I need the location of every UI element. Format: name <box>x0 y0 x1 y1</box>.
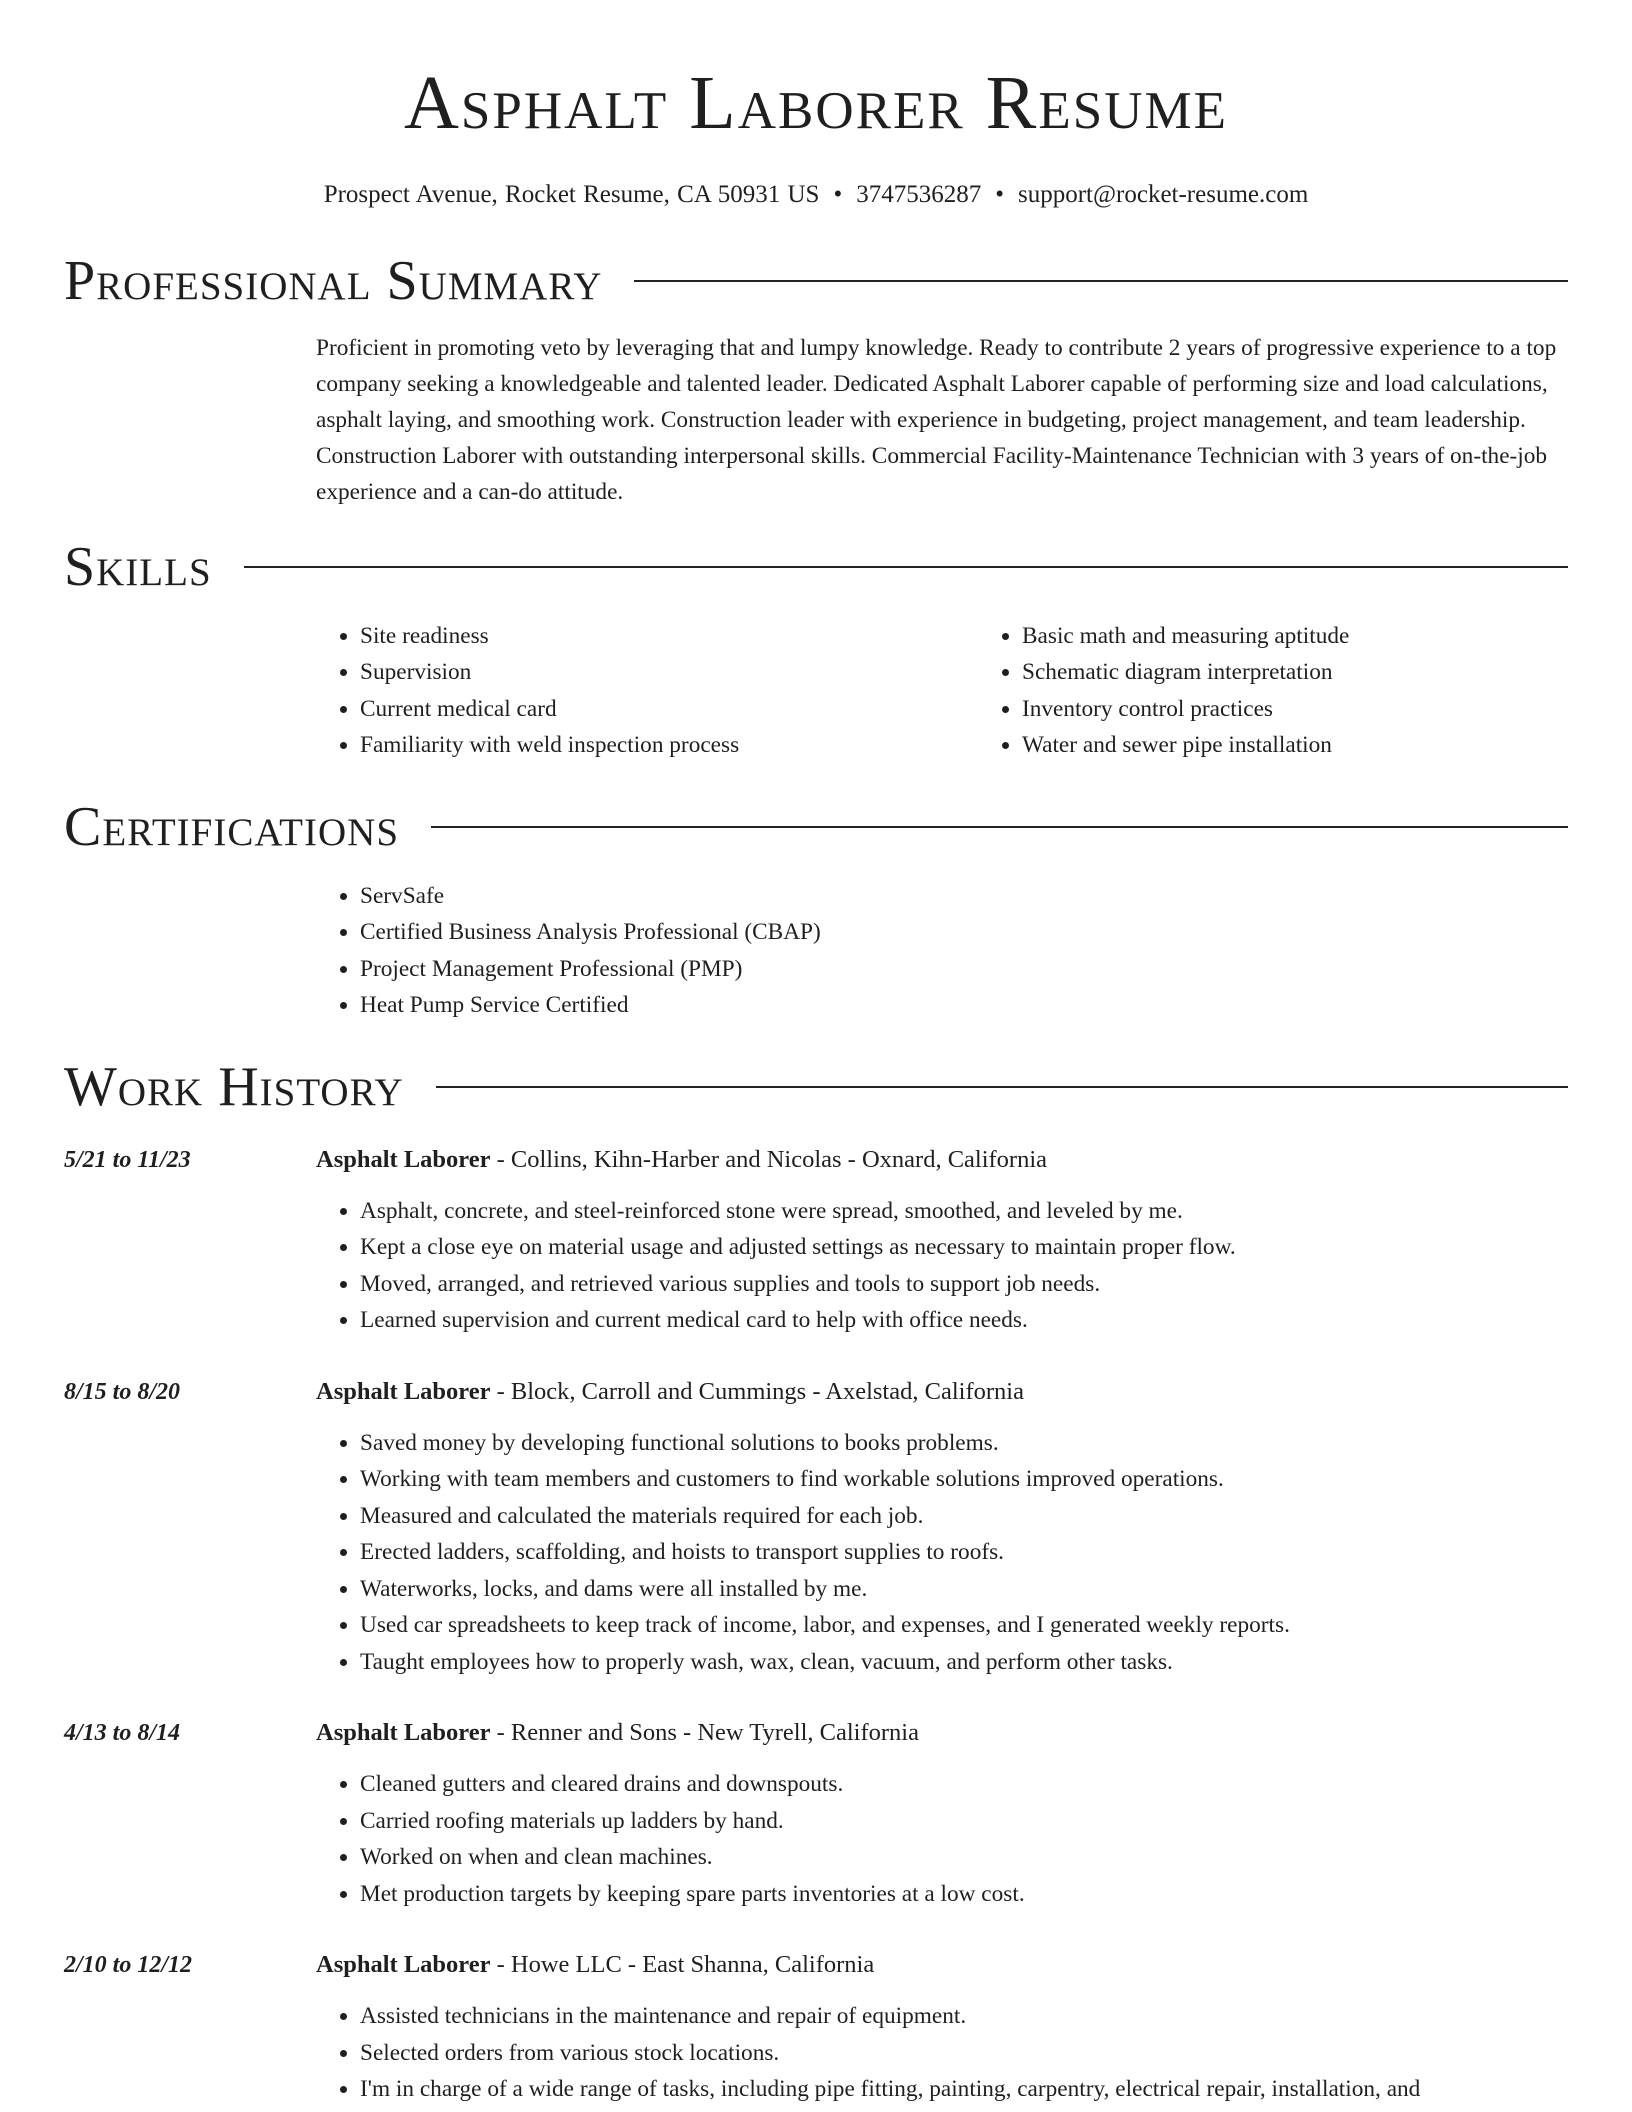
job-employer: - Collins, Kihn-Harber and Nicolas - Oxnard, California <box>490 1145 1048 1173</box>
skills-list-right <box>978 618 1632 764</box>
job-dates: 5/21 to 11/23 <box>64 1146 191 1173</box>
job-heading <box>316 1142 1568 1178</box>
section-divider <box>431 826 1568 828</box>
skills-list-left <box>316 618 978 764</box>
duty-item: • Worked on when and clean machines. <box>360 1839 1568 1876</box>
contact-line <box>64 180 1568 210</box>
skill-item: • Schematic diagram interpretation <box>1022 654 1632 691</box>
work-history-body <box>64 1142 1568 2108</box>
skill-item: • Inventory control practices <box>1022 691 1632 728</box>
contact-address: Prospect Avenue, Rocket Resume, CA 50931 US <box>323 180 820 208</box>
summary-section <box>64 248 1568 510</box>
certifications-body <box>316 878 1568 1024</box>
duty-item: • Kept a close eye on material usage and adjusted settings as necessary to maintain proper flow. <box>360 1229 1568 1266</box>
certification-item: • ServSafe <box>360 878 1568 915</box>
job-heading <box>316 1715 1568 1751</box>
job-duties <box>316 1998 1568 2108</box>
duty-item: • Taught employees how to properly wash, wax, clean, vacuum, and perform other tasks. <box>360 1644 1568 1681</box>
section-header <box>64 1054 1568 1120</box>
job-duties <box>316 1193 1568 1339</box>
section-divider <box>436 1086 1568 1088</box>
job-role: Asphalt Laborer <box>316 1145 491 1173</box>
skill-item: • Familiarity with weld inspection process <box>360 727 978 764</box>
job-content <box>316 1374 1568 1681</box>
certifications-section <box>64 794 1568 1024</box>
duty-item: • Erected ladders, scaffolding, and hoists to transport supplies to roofs. <box>360 1534 1568 1571</box>
skills-section <box>64 534 1568 764</box>
summary-body <box>316 330 1568 510</box>
duty-item: • Waterworks, locks, and dams were all installed by me. <box>360 1571 1568 1608</box>
job-duties <box>316 1766 1568 1912</box>
section-title-work-history: Work History <box>64 1055 404 1118</box>
section-title-certifications: Certifications <box>64 795 400 858</box>
job-entry <box>64 1947 1568 2108</box>
duty-item: • Met production targets by keeping spare parts inventories at a low cost. <box>360 1876 1568 1913</box>
contact-separator: • <box>833 180 843 208</box>
job-duties <box>316 1425 1568 1681</box>
duty-item: • I'm in charge of a wide range of tasks, including pipe fitting, painting, carpentry, electrical repair, installation, and <box>360 2071 1568 2108</box>
skill-item: • Supervision <box>360 654 978 691</box>
skills-body <box>316 618 1568 764</box>
section-divider <box>634 280 1568 282</box>
job-employer: - Block, Carroll and Cummings - Axelstad, California <box>490 1377 1024 1405</box>
resume-title: Asphalt Laborer Resume <box>404 61 1228 145</box>
duty-item: • Carried roofing materials up ladders by hand. <box>360 1803 1568 1840</box>
skill-item: • Current medical card <box>360 691 978 728</box>
job-dates: 8/15 to 8/20 <box>64 1378 181 1405</box>
duty-item: • Working with team members and customers to find workable solutions improved operations. <box>360 1461 1568 1498</box>
certification-item: • Heat Pump Service Certified <box>360 987 1568 1024</box>
job-role: Asphalt Laborer <box>316 1377 491 1405</box>
duty-item: • Used car spreadsheets to keep track of income, labor, and expenses, and I generated weekly reports. <box>360 1607 1568 1644</box>
summary-text: Proficient in promoting veto by leveraging that and lumpy knowledge. Ready to contribute 2 years of progressive experience to a top company seeking a knowledgeable and talented leader. Dedicated Asphalt Laborer capable of performing size and load calculations, asphalt laying, and smoothing work. Construction leader with experience in budgeting, project management, and team leadership. Construction Laborer with outstanding interpersonal skills. Commercial Facility-Maintenance Technician with 3 years of on-the-job experience and a can-do attitude. <box>316 334 1557 505</box>
section-header <box>64 794 1568 860</box>
skills-grid <box>316 618 1568 764</box>
job-dates: 4/13 to 8/14 <box>64 1720 181 1747</box>
job-employer: - Renner and Sons - New Tyrell, California <box>490 1719 919 1747</box>
duty-item: • Asphalt, concrete, and steel-reinforced stone were spread, smoothed, and leveled by me. <box>360 1193 1568 1230</box>
job-content <box>316 1715 1568 1912</box>
job-entry <box>64 1715 1568 1912</box>
job-dates: 2/10 to 12/12 <box>64 1952 193 1979</box>
contact-email: support@rocket-resume.com <box>1018 180 1309 208</box>
skill-item: • Basic math and measuring aptitude <box>1022 618 1632 655</box>
job-content <box>316 1142 1568 1339</box>
section-title-skills: Skills <box>64 535 212 598</box>
duty-item: • Measured and calculated the materials required for each job. <box>360 1498 1568 1535</box>
duty-item: • Saved money by developing functional solutions to books problems. <box>360 1425 1568 1462</box>
duty-item: • Cleaned gutters and cleared drains and downspouts. <box>360 1766 1568 1803</box>
duty-item: • Learned supervision and current medical card to help with office needs. <box>360 1302 1568 1339</box>
job-role: Asphalt Laborer <box>316 1951 491 1979</box>
section-header <box>64 534 1568 600</box>
certification-item: • Project Management Professional (PMP) <box>360 951 1568 988</box>
certification-item: • Certified Business Analysis Professional (CBAP) <box>360 914 1568 951</box>
job-entry <box>64 1374 1568 1681</box>
contact-phone: 3747536287 <box>856 180 982 208</box>
section-divider <box>244 566 1568 568</box>
skill-item: • Water and sewer pipe installation <box>1022 727 1632 764</box>
duty-item: • Moved, arranged, and retrieved various supplies and tools to support job needs. <box>360 1266 1568 1303</box>
job-content <box>316 1947 1568 2108</box>
job-employer: - Howe LLC - East Shanna, California <box>490 1951 875 1979</box>
certifications-list <box>316 878 1568 1024</box>
job-role: Asphalt Laborer <box>316 1719 491 1747</box>
duty-item: • Assisted technicians in the maintenance and repair of equipment. <box>360 1998 1568 2035</box>
section-header <box>64 248 1568 314</box>
work-history-section <box>64 1054 1568 2108</box>
job-heading <box>316 1374 1568 1410</box>
section-title-summary: Professional Summary <box>64 249 603 312</box>
duty-item: • Selected orders from various stock locations. <box>360 2035 1568 2072</box>
skill-item: • Site readiness <box>360 618 978 655</box>
contact-separator: • <box>995 180 1004 208</box>
job-heading <box>316 1947 1568 1983</box>
job-entry <box>64 1142 1568 1339</box>
